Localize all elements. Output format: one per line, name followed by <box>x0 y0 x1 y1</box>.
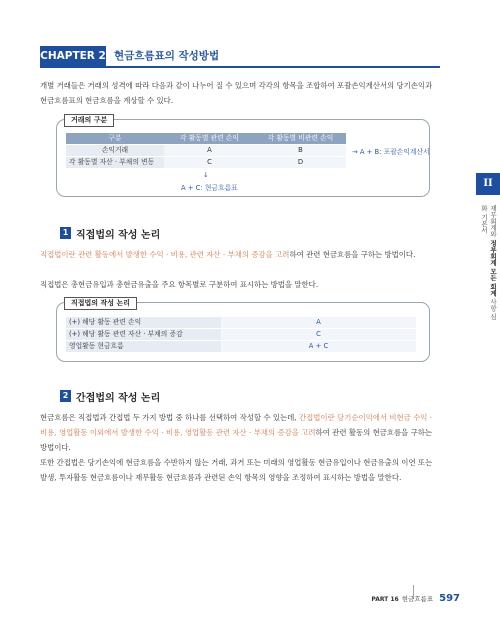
table-cell: B <box>255 145 346 157</box>
table-row <box>66 157 346 169</box>
section-title: 직접법의 작성 논리 <box>76 230 161 241</box>
part-tab: II <box>476 173 500 195</box>
body-text: 하여 관련 현금흐름을 구하는 방법이다. <box>289 250 416 259</box>
side-text-bold: 정부회계 모든 회계 <box>489 239 497 297</box>
footer-part: PART 16 <box>371 596 399 603</box>
table-header-cell: 각 활동별 비관련 손익 <box>255 133 346 145</box>
chapter-tag: CHAPTER 2 <box>40 46 106 66</box>
highlight-text: 간접법이란 당기순이익에서 비현금 수익 · 비용, 영업활동 이외에서 발생한 수익 · 비용, 영업활동 관련 자산 · 부채의 증감을 고려 <box>40 413 433 437</box>
page-footer <box>330 586 460 604</box>
highlight-text: 직접법이란 관련 활동에서 발생한 수익 · 비용, 관련 자산 · 부채의 증감을 고려 <box>40 250 290 259</box>
section-number: 2 <box>60 390 71 402</box>
side-text: 사항 심화 기본서 <box>480 205 497 320</box>
table-cell: 손익거래 <box>66 145 164 157</box>
table-header-row <box>66 133 346 145</box>
body-text: 현금흐름은 직접법과 간접법 두 가지 방법 중 하나를 선택하여 작성할 수 있는데, <box>40 413 300 422</box>
intro-paragraph: 개별 거래들은 거래의 성격에 따라 다음과 같이 나누어 질 수 있으며 각각의 항목을 조합하여 포괄손익계산서의 당기손익과 현금흐름표의 현금흐름을 계상할 수 있다. <box>40 81 433 105</box>
table-row <box>66 329 416 341</box>
section-number: 1 <box>60 227 71 239</box>
chapter-header <box>40 46 440 68</box>
table-cell: C <box>221 329 416 341</box>
body-text: 하여 관련 활동의 현금흐름을 구하는 방법이다. <box>40 428 433 452</box>
cash-flow-note: A + C: 현금흐름표 <box>181 184 238 192</box>
income-statement-note: → A + B: 포괄손익계산서 <box>352 148 430 156</box>
side-text: 재무회계와 <box>489 205 497 240</box>
table-cell: C <box>164 157 255 169</box>
direct-method-label: 직접법의 작성 논리 <box>64 297 137 310</box>
table-cell: 각 활동별 자산 · 부채의 변동 <box>66 157 164 169</box>
table-cell: A <box>164 145 255 157</box>
transaction-classification-label: 거래의 구분 <box>64 114 114 127</box>
table-cell: 영업활동 현금흐름 <box>66 341 221 353</box>
section-2-paragraph-1 <box>40 410 440 455</box>
section-2-paragraph-2: 또한 간접법은 당기손익에 현금흐름을 수반하지 않는 거래, 과거 또는 미래의 영업활동 현금유입이나 현금유출의 이연 또는 발생, 투자활동 현금흐름이나 재무활동 현금흐름과 관련된 손익 항목의 영향을 조정하여 표시하는 방법을 말한다. <box>40 458 433 482</box>
table-cell: A + C <box>221 341 416 353</box>
section-1-paragraph-2: 직접법은 총현금유입과 총현금유출을 주요 항목별로 구분하여 표시하는 방법을 말한다. <box>40 280 319 289</box>
page-number: 597 <box>439 593 460 604</box>
section-1-paragraph-1 <box>40 247 440 262</box>
chapter-title: 현금흐름표의 작성방법 <box>114 50 220 62</box>
table-row <box>66 317 416 329</box>
transaction-classification-table <box>66 133 346 169</box>
section-title: 간접법의 작성 논리 <box>76 393 161 404</box>
table-cell: (+) 해당 활동 관련 자산 · 부채의 증감 <box>66 329 221 341</box>
table-cell: A <box>221 317 416 329</box>
side-running-title <box>478 205 498 325</box>
table-header-cell: 각 활동별 관련 손익 <box>164 133 255 145</box>
direct-method-table <box>66 317 416 353</box>
table-cell: (+) 해당 활동 관련 손익 <box>66 317 221 329</box>
table-cell: D <box>255 157 346 169</box>
table-row <box>66 341 416 353</box>
table-header-cell: 구분 <box>66 133 164 145</box>
down-arrow-icon: ↓ <box>203 171 209 179</box>
table-row <box>66 145 346 157</box>
footer-title: 현금흐름표 <box>401 595 434 603</box>
